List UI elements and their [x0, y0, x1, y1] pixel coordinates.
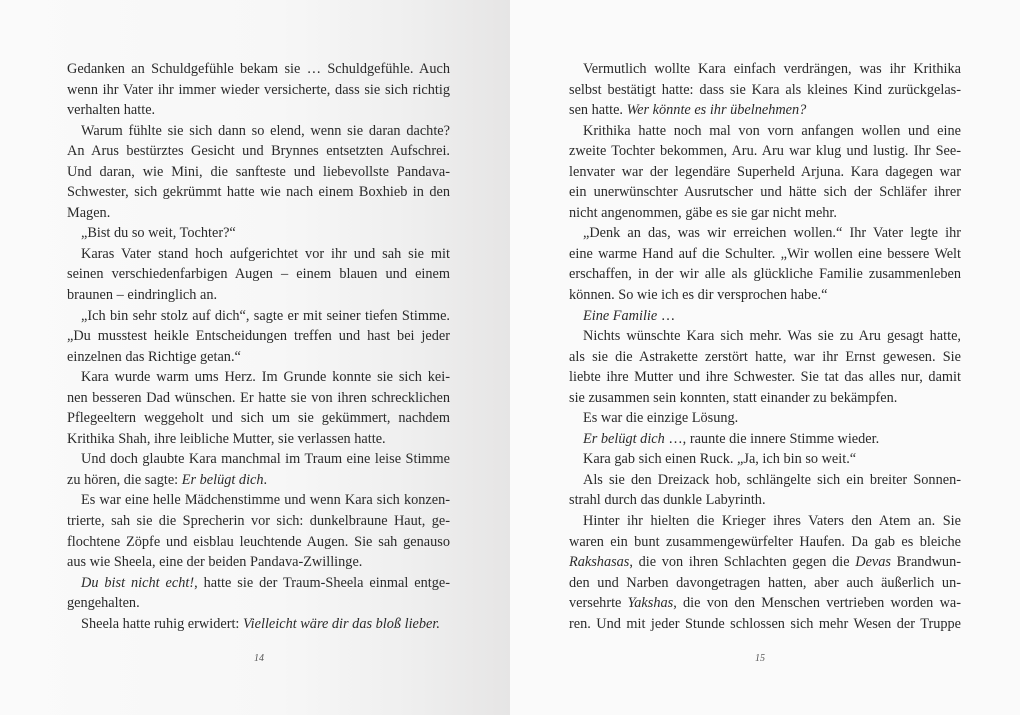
body-text: selbst bestätigt hatte: dass sie Kara als kleines Kind zurückgelas-	[569, 81, 961, 98]
body-text: trierte, sah sie die Sprecherin vor sich: dunkelbraune Haut, ge-	[67, 513, 450, 530]
page-number: 14	[254, 653, 264, 664]
body-text: Kara gab sich einen Ruck. „Ja, ich bin so weit.“	[583, 451, 857, 468]
text-line	[569, 285, 961, 306]
body-text: versehrte	[569, 595, 628, 612]
text-line	[67, 285, 450, 306]
left-page-text	[67, 59, 450, 634]
body-text: Schwester, sich gekrümmt hatte wie nach einem Boxhieb in den	[67, 184, 450, 201]
body-text: liebte ihre Mutter und ihre Schwester. Sie tat das alles nur, damit	[569, 369, 961, 386]
body-text: , hatte sie der Traum-Sheela einmal entge-	[194, 574, 450, 591]
text-line	[67, 182, 450, 203]
body-text: aus wie Sheela, eine der beiden Pandava-Zwillinge.	[67, 554, 363, 571]
text-line	[67, 306, 450, 327]
body-text: eine warme Hand auf die Schulter. „Wir wollen eine bessere Welt	[569, 245, 961, 262]
text-line	[67, 203, 450, 224]
text-line	[67, 408, 450, 429]
page-number: 15	[755, 653, 765, 664]
text-line	[67, 552, 450, 573]
body-text: „Du musstest heikle Entscheidungen treffen und hast bei jeder	[67, 328, 450, 345]
body-text: flochtene Zöpfe und eisblau leuchtende Augen. Sie sah genauso	[67, 533, 450, 550]
text-line	[569, 511, 961, 532]
body-text: ein unerwünschter Ausrutscher und hätte sich der Schläfer ihrer	[569, 184, 961, 201]
text-line	[569, 593, 961, 614]
text-line	[569, 203, 961, 224]
body-text: …	[657, 307, 676, 324]
body-text: Es war eine helle Mädchenstimme und wenn Kara sich konzen-	[81, 492, 450, 509]
text-line	[67, 244, 450, 265]
body-text: Warum fühlte sie sich dann so elend, wenn sie daran dachte?	[81, 122, 450, 139]
body-text: seinen verschiedenfarbigen Augen – einem blauen und einem	[67, 266, 450, 283]
right-page-text	[569, 59, 961, 634]
body-text: , die von den Menschen vertrieben worden wa-	[673, 595, 962, 612]
body-text: erschaffen, in der wir alle als glückliche Familie zusammenleben	[569, 266, 961, 283]
text-line	[67, 532, 450, 553]
text-line	[569, 388, 961, 409]
text-line	[569, 121, 961, 142]
body-text: zweite Tochter bekommen, Aru. Aru war klug und lustig. Ihr See-	[569, 143, 961, 160]
text-line	[569, 100, 961, 121]
text-line	[569, 552, 961, 573]
text-line	[67, 470, 450, 491]
body-text: Hinter ihr hielten die Krieger ihres Vaters den Atem an. Sie	[583, 513, 961, 530]
body-text: waren ein bunt zusammengewürfelter Haufen. Da gab es bleiche	[569, 533, 961, 550]
italic-text: Devas	[855, 554, 891, 571]
italic-text: Vielleicht wäre dir das bloß lieber.	[242, 615, 440, 632]
text-line	[67, 573, 450, 594]
italic-text: Eine Familie	[583, 307, 658, 324]
body-text: ren. Und mit jeder Stunde schlossen sich mehr Wesen der Truppe	[569, 615, 961, 632]
body-text: Sheela hatte ruhig erwidert:	[81, 615, 243, 632]
text-line	[569, 614, 961, 635]
body-text: wenn ihr Vater ihr immer wieder versicherte, dass sie sich richtig	[67, 81, 450, 98]
text-line	[67, 388, 450, 409]
text-line	[569, 470, 961, 491]
text-line	[67, 367, 450, 388]
text-line	[569, 162, 961, 183]
text-line	[67, 264, 450, 285]
text-line	[569, 264, 961, 285]
body-text: Nichts wünschte Kara sich mehr. Was sie zu Aru gesagt hatte,	[583, 328, 961, 345]
body-text: verhalten hatte.	[67, 102, 156, 119]
text-line	[569, 244, 961, 265]
text-line	[67, 223, 450, 244]
text-line	[67, 614, 450, 635]
italic-text: Yakshas	[627, 595, 674, 612]
body-text: Kara wurde warm ums Herz. Im Grunde konnte sie sich kei-	[81, 369, 450, 386]
text-line	[569, 429, 961, 450]
body-text: nen besseren Dad wünschen. Er hatte sie von ihren schrecklichen	[67, 389, 450, 406]
body-text: Es war die einzige Lösung.	[583, 410, 739, 427]
italic-text: Er belügt dich	[181, 471, 264, 488]
body-text: Brandwun-	[891, 554, 961, 571]
text-line	[569, 532, 961, 553]
body-text: , die von ihren Schlachten gegen die	[629, 554, 856, 571]
body-text: …, raunte die innere Stimme wieder.	[664, 430, 880, 447]
text-line	[569, 326, 961, 347]
text-line	[569, 573, 961, 594]
italic-text: Er belügt dich	[583, 430, 665, 447]
italic-text: Wer könnte es ihr übelnehmen?	[626, 102, 807, 119]
body-text: „Denk an das, was wir erreichen wollen.“ Ihr Vater legte ihr	[583, 225, 961, 242]
text-line	[67, 347, 450, 368]
text-line	[569, 367, 961, 388]
body-text: einzelnen das Richtige getan.“	[67, 348, 241, 365]
italic-text: Du bist nicht echt!	[81, 574, 195, 591]
body-text: Vermutlich wollte Kara einfach verdrängen, was ihr Krithika	[583, 61, 961, 77]
body-text: Pflegeeltern weggeholt und sich um sie gekümmert, nachdem	[67, 410, 450, 427]
text-line	[569, 223, 961, 244]
body-text: Krithika hatte noch mal von vorn anfangen wollen und eine	[583, 122, 961, 139]
body-text: strahl durch das dunkle Labyrinth.	[569, 492, 766, 509]
body-text: Karas Vater stand hoch aufgerichtet vor ihr und sah sie mit	[81, 245, 450, 262]
body-text: Gedanken an Schuldgefühle bekam sie … Schuldgefühle. Auch	[67, 61, 450, 77]
body-text: Krithika Shah, ihre leibliche Mutter, sie verlassen hatte.	[67, 430, 386, 447]
body-text: Und doch glaubte Kara manchmal im Traum eine leise Stimme	[81, 451, 450, 468]
body-text: Und daran, wie Mini, die sanfteste und liebevollste Pandava-	[67, 163, 450, 180]
body-text: nicht angenommen, gäbe es sie gar nicht mehr.	[569, 204, 837, 221]
text-line	[67, 490, 450, 511]
text-line	[569, 59, 961, 80]
body-text: zu hören, die sagte:	[67, 471, 182, 488]
text-line	[67, 80, 450, 101]
body-text: lenvater war der legendäre Superheld Arjuna. Kara dagegen war	[569, 163, 961, 180]
body-text: Magen.	[67, 204, 111, 221]
body-text: gengehalten.	[67, 595, 140, 612]
body-text: An Arus bestürztes Gesicht und Brynnes entsetzten Aufschrei.	[67, 143, 450, 160]
italic-text: Rakshasas	[569, 554, 630, 571]
text-line	[67, 59, 450, 80]
text-line	[569, 490, 961, 511]
body-text: als sie die Astrakette zerstört hatte, war ihr Ernst gewesen. Sie	[569, 348, 961, 365]
body-text: sen hatte.	[569, 102, 627, 119]
body-text: „Ich bin sehr stolz auf dich“, sagte er mit seiner tiefen Stimme.	[81, 307, 450, 324]
text-line	[67, 326, 450, 347]
text-line	[67, 429, 450, 450]
body-text: sie zusammen sein konnten, statt einander zu bekämpfen.	[569, 389, 898, 406]
body-text: Als sie den Dreizack hob, schlängelte sich ein breiter Sonnen-	[583, 471, 961, 488]
text-line	[569, 80, 961, 101]
text-line	[67, 511, 450, 532]
text-line	[569, 306, 961, 327]
body-text: können. So wie ich es dir versprochen habe.“	[569, 287, 828, 304]
text-line	[569, 449, 961, 470]
body-text: „Bist du so weit, Tochter?“	[81, 225, 236, 242]
text-line	[569, 182, 961, 203]
text-line	[569, 408, 961, 429]
text-line	[569, 347, 961, 368]
right-page	[510, 0, 1020, 715]
body-text: den und Narben davongetragen hatten, aber auch äußerlich un-	[569, 574, 961, 591]
text-line	[67, 449, 450, 470]
text-line	[67, 141, 450, 162]
text-line	[67, 162, 450, 183]
text-line	[67, 593, 450, 614]
text-line	[67, 100, 450, 121]
body-text: .	[263, 471, 268, 488]
text-line	[569, 141, 961, 162]
text-line	[67, 121, 450, 142]
body-text: braunen – eindringlich an.	[67, 287, 218, 304]
